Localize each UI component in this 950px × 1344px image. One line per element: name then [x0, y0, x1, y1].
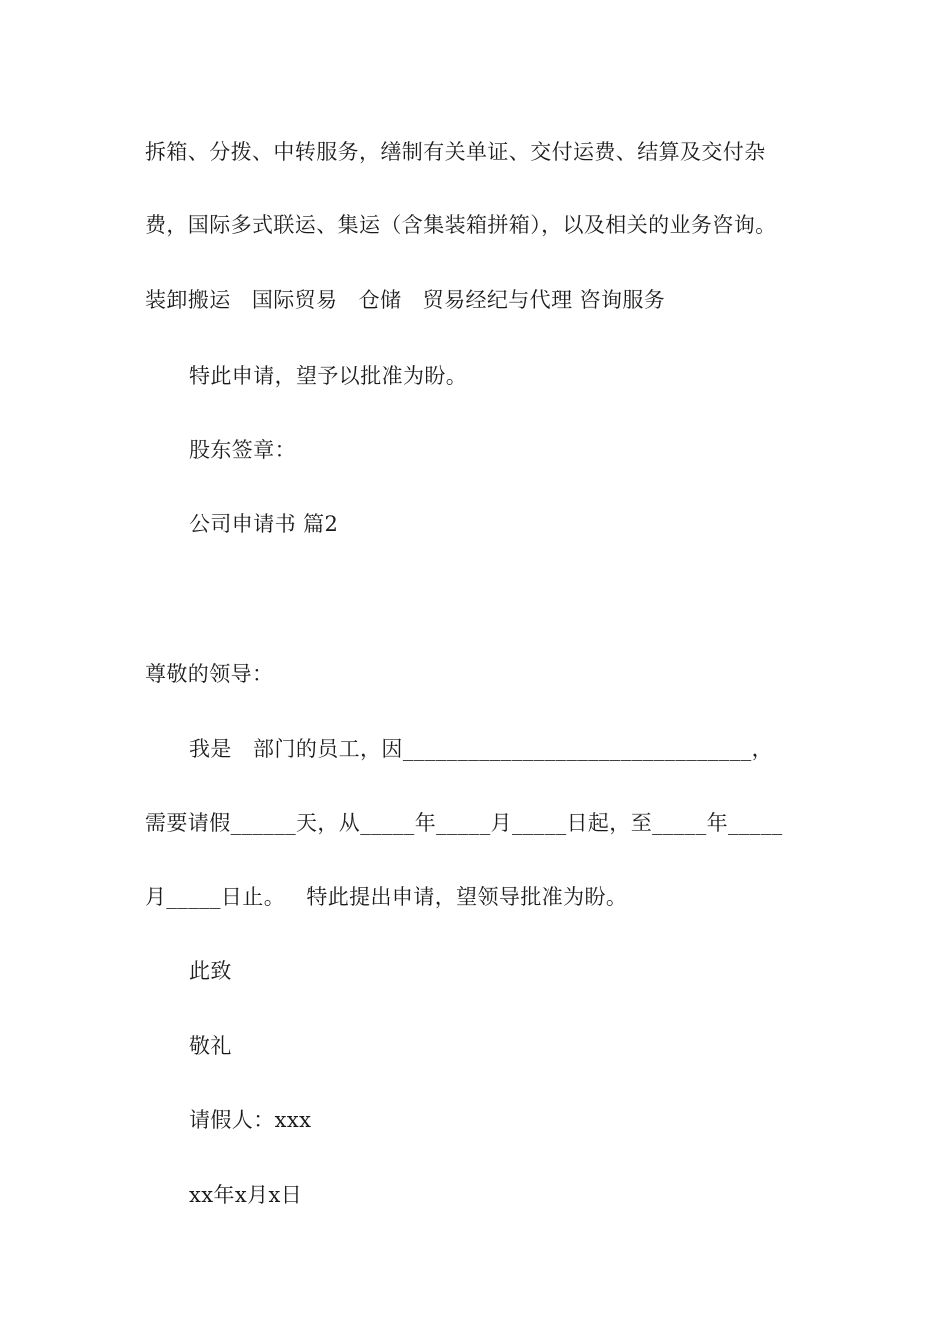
- closing-jingli: 敬礼: [189, 1034, 232, 1058]
- paragraph-business-scope-1: 拆箱、分拨、中转服务，缮制有关单证、交付运费、结算及交付杂: [145, 140, 766, 164]
- leave-reason-line: 我是 部门的员工，因________________________________，: [189, 737, 774, 761]
- closing-cizhi: 此致: [189, 959, 232, 983]
- leave-dates-line: 需要请假______天，从_____年_____月_____日起，至_____年_____: [145, 811, 783, 835]
- paragraph-business-scope-3: 装卸搬运 国际贸易 仓储 贸易经纪与代理 咨询服务: [145, 288, 666, 312]
- salutation: 尊敬的领导：: [145, 662, 274, 686]
- leave-end-line: 月_____日止。 特此提出申请，望领导批准为盼。: [145, 885, 628, 909]
- shareholder-signature-label: 股东签章：: [189, 438, 296, 462]
- section-heading: 公司申请书 篇2: [189, 512, 339, 536]
- application-closing: 特此申请，望予以批准为盼。: [189, 364, 468, 388]
- application-date: xx年x月x日: [189, 1183, 303, 1207]
- applicant-name: 请假人：xxx: [189, 1108, 312, 1132]
- paragraph-business-scope-2: 费，国际多式联运、集运（含集装箱拼箱），以及相关的业务咨询。: [145, 213, 777, 237]
